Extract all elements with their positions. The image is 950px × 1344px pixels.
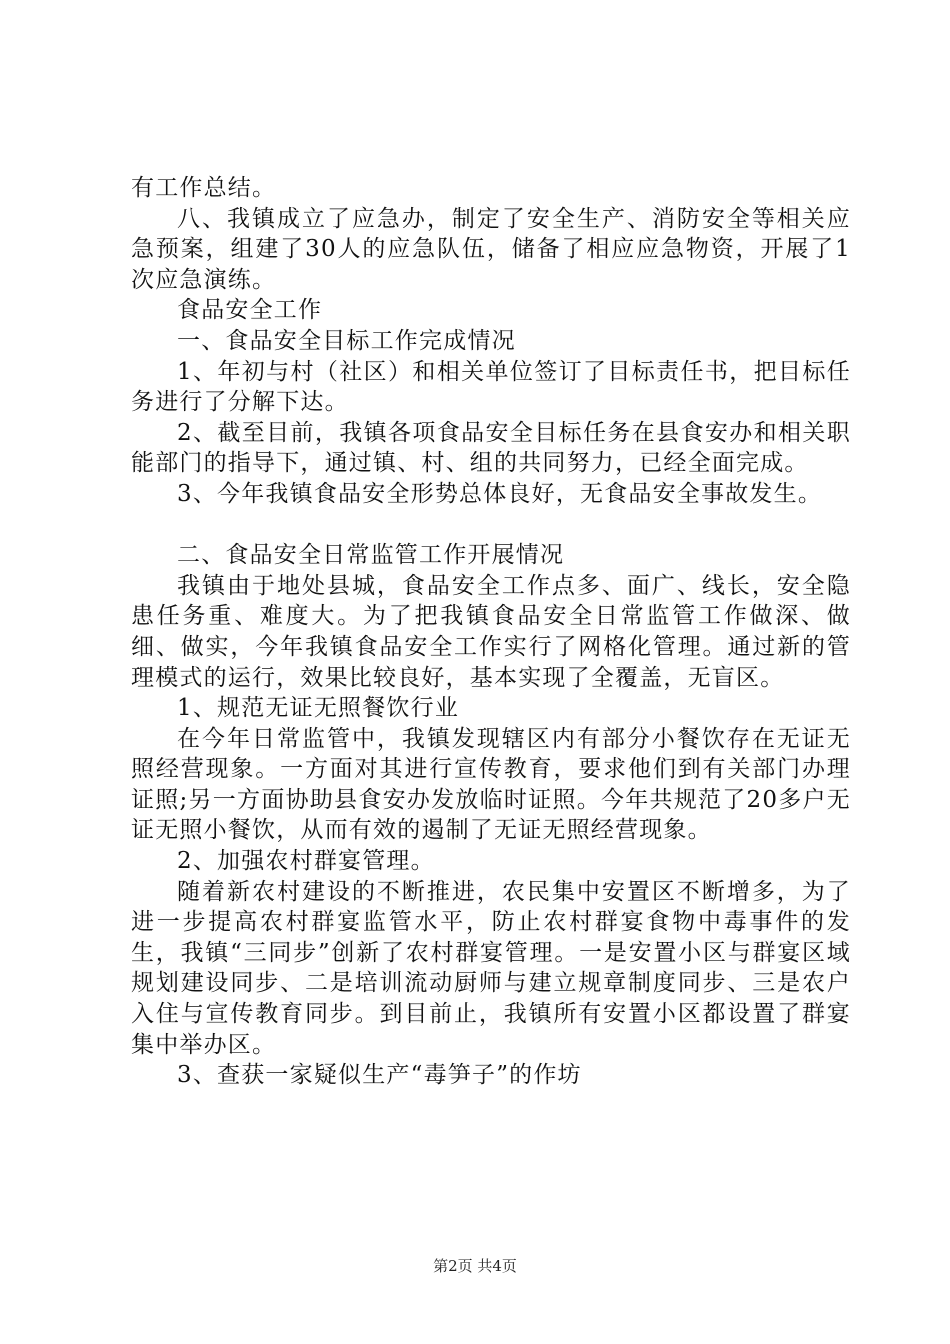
paragraph-continuation: 有工作总结。 [131,175,277,201]
subheading-rural-banquet: 2、加强农村群宴管理。 [177,848,435,875]
section-heading-food-safety: 食品安全工作 [177,297,323,324]
paragraph-rural-banquet: 随着新农村建设的不断推进，农民集中安置区不断增多，为了进一步提高农村群宴监管水平，防止农村群宴食物中毒事件的发生，我镇“三同步”创新了农村群宴管理。一是安置小区与群宴区域规划建设同步、二是培训流动厨师与建立规章制度同步、三是农户入住与宣传教育同步。到目前止，我镇所有安置小区都设置了群宴集中举办区。 [131,878,851,1058]
document-body [131,173,851,1091]
paragraph-unlicensed-catering: 在今年日常监管中，我镇发现辖区内有部分小餐饮存在无证无照经营现象。一方面对其进行宣传教育，要求他们到有关部门办理证照;另一方面协助县食安办发放临时证照。今年共规范了20多户无证无照小餐饮，从而有效的遏制了无证无照经营现象。 [131,725,851,844]
subheading-daily-supervision: 二、食品安全日常监管工作开展情况 [177,542,565,569]
paragraph-item-2: 2、截至目前，我镇各项食品安全目标任务在县食安办和相关职能部门的指导下，通过镇、村、组的共同努力，已经全面完成。 [131,419,851,477]
subheading-target-completion: 一、食品安全目标工作完成情况 [177,327,516,354]
paragraph-emergency-office: 八、我镇成立了应急办，制定了安全生产、消防安全等相关应急预案，组建了30人的应急队伍，储备了相应应急物资，开展了1次应急演练。 [131,205,851,293]
page-footer: 第2页 共4页 [433,1257,517,1275]
paragraph-item-1: 1、年初与村（社区）和相关单位签订了目标责任书，把目标任务进行了分解下达。 [131,358,851,416]
paragraph-grid-management: 我镇由于地处县城，食品安全工作点多、面广、线长，安全隐患任务重、难度大。为了把我镇食品安全日常监管工作做深、做细、做实，今年我镇食品安全工作实行了网格化管理。通过新的管理模式的运行，效果比较良好，基本实现了全覆盖，无盲区。 [131,572,851,691]
subheading-unlicensed-catering: 1、规范无证无照餐饮行业 [177,695,460,722]
paragraph-spacer [131,510,851,541]
subheading-bamboo-workshop: 3、查获一家疑似生产“毒笋子”的作坊 [177,1062,582,1089]
paragraph-item-3: 3、今年我镇食品安全形势总体良好，无食品安全事故发生。 [177,480,823,507]
